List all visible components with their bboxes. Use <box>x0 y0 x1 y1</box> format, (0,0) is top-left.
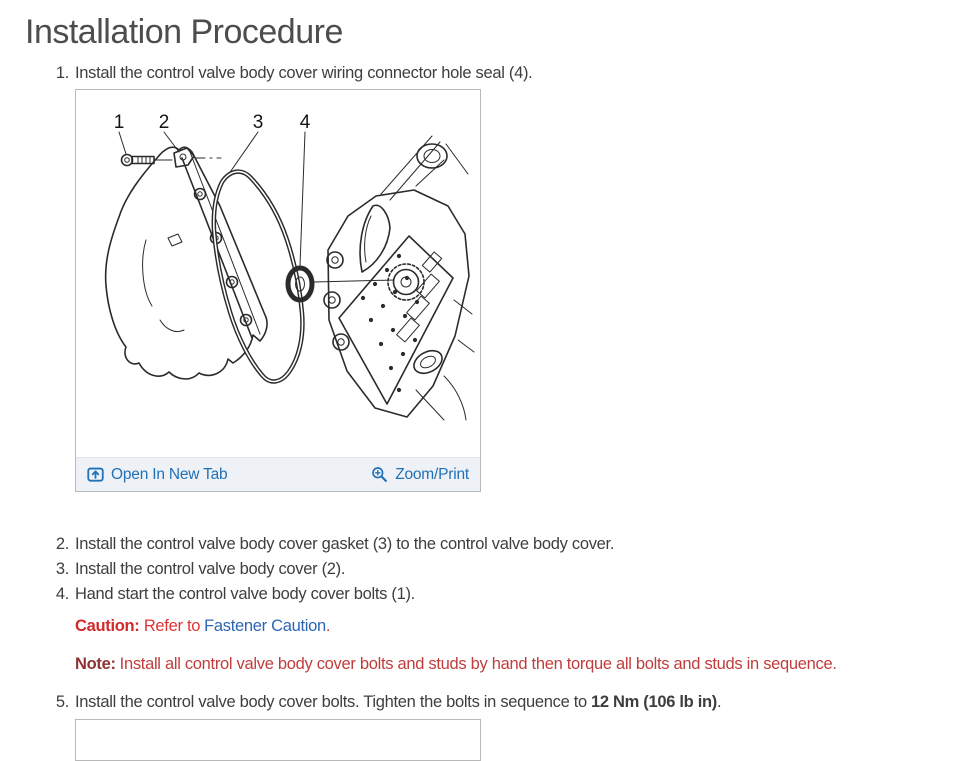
magnifier-zoom-icon <box>371 466 388 483</box>
step-number: 2. <box>55 535 69 554</box>
valve-body-assembly <box>324 136 474 420</box>
step-number: 3. <box>55 560 69 579</box>
step5-prefix: Install the control valve body cover bolts. Tighten the bolts in sequence to <box>75 693 587 712</box>
callout-3: 3 <box>252 112 264 134</box>
zoom-print-label: Zoom/Print <box>395 465 469 483</box>
step-text: Hand start the control valve body cover bolts (1). <box>75 585 415 604</box>
spacer <box>52 492 958 532</box>
callout-1: 1 <box>113 112 125 134</box>
step-4 <box>52 582 958 607</box>
step-1 <box>52 61 958 86</box>
bolt-item-1 <box>122 155 222 166</box>
callout-2: 2 <box>158 112 170 134</box>
open-in-new-tab-label: Open In New Tab <box>111 465 228 483</box>
caution-label: Caution: <box>75 617 140 636</box>
caution-line <box>75 614 958 639</box>
step-number: 1. <box>55 64 69 83</box>
step-text: Install the control valve body cover wiring connector hole seal (4). <box>75 64 533 83</box>
parts-diagram-svg <box>76 90 478 457</box>
note-line <box>75 652 958 677</box>
zoom-print-link[interactable] <box>371 466 469 484</box>
note-label: Note: <box>75 655 116 674</box>
callout-leaders <box>119 132 305 266</box>
callout-labels <box>114 112 311 133</box>
open-in-new-tab-icon <box>87 466 104 483</box>
figure-1 <box>75 89 481 492</box>
step-number: 4. <box>55 585 69 604</box>
note-text: Install all control valve body cover bolts and studs by hand then torque all bolts and studs in sequence. <box>119 655 837 674</box>
fastener-caution-link[interactable]: Fastener Caution <box>204 617 326 636</box>
figure-2-partial <box>75 719 481 761</box>
callout-4: 4 <box>299 112 311 134</box>
torque-value: 12 Nm (106 lb in) <box>590 693 717 712</box>
page-title: Installation Procedure <box>25 13 343 51</box>
step-2 <box>52 532 958 557</box>
step5-suffix: . <box>716 693 722 712</box>
figure-toolbar <box>76 457 480 491</box>
step-number: 5. <box>55 693 69 712</box>
step-text: Install the control valve body cover (2). <box>75 560 346 579</box>
caution-suffix: . <box>325 617 331 636</box>
step-text: Install the control valve body cover gasket (3) to the control valve body cover. <box>75 535 615 554</box>
parts-diagram <box>76 90 480 457</box>
step-3 <box>52 557 958 582</box>
caution-text: Refer to <box>143 617 201 636</box>
open-in-new-tab-link[interactable] <box>87 466 227 484</box>
procedure-list <box>52 61 958 761</box>
